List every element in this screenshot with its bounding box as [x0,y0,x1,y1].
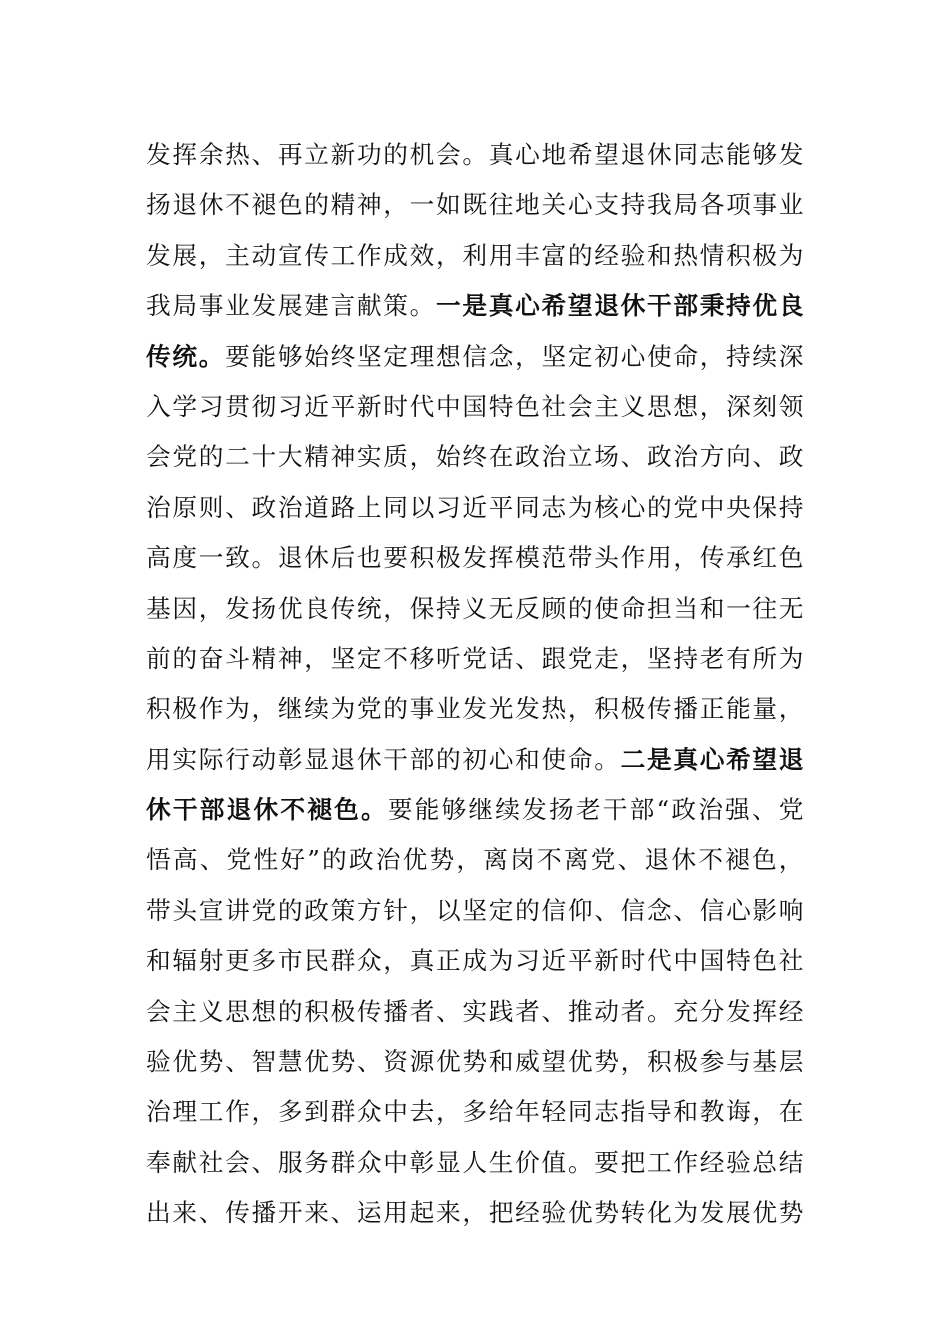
text-run: 发挥余热、再立新功的机会。真心地希望退休同志能够发 [146,140,804,169]
text-line [146,231,804,281]
text-line [146,1188,804,1238]
text-run: 基因，发扬优良传统，保持义无反顾的使命担当和一往无 [146,593,804,623]
text-line [146,684,804,734]
bold-text-run: 二是真心希望退 [620,744,804,774]
bold-text-run: 休干部退休不褪色。 [146,795,388,825]
text-line [146,1087,804,1137]
text-run: 扬退休不褪色的精神，一如既往地关心支持我局各项事业 [146,190,804,220]
text-line [146,180,804,230]
text-run: 要能够继续发扬老干部“政治强、党 [387,795,804,825]
text-run: 用实际行动彰显退休干部的初心和使命。 [146,744,621,774]
text-line [146,332,804,382]
text-run: 会主义思想的积极传播者、实践者、推动者。充分发挥经 [146,996,804,1026]
text-run: 出来、传播开来、运用起来，把经验优势转化为发展优势 [146,1198,804,1228]
text-run: 验优势、智慧优势、资源优势和威望优势，积极参与基层 [146,1047,804,1077]
text-run: 要能够始终坚定理想信念，坚定初心使命，持续深 [225,341,804,371]
text-line [146,432,804,482]
text-run: 入学习贯彻习近平新时代中国特色社会主义思想，深刻领 [146,391,804,421]
text-line [146,936,804,986]
text-line [146,785,804,835]
text-line [146,1037,804,1087]
text-line [146,483,804,533]
text-run: 积极作为，继续为党的事业发光发热，积极传播正能量， [146,694,804,724]
text-line [146,584,804,634]
text-line [146,835,804,885]
text-run: 会党的二十大精神实质，始终在政治立场、政治方向、政 [146,442,804,472]
text-run: 治原则、政治道路上同以习近平同志为核心的党中央保持 [146,492,804,522]
text-run: 发展，主动宣传工作成效，利用丰富的经验和热情积极为 [146,240,804,270]
text-run: 奉献社会、服务群众中彰显人生价值。要把工作经验总结 [146,1147,804,1177]
text-line [146,281,804,331]
text-run: 前的奋斗精神，坚定不移听党话、跟党走，坚持老有所为 [146,643,804,673]
text-line [146,130,804,180]
text-line [146,382,804,432]
text-run: 悟高、党性好”的政治优势，离岗不离党、退休不褪色， [146,845,804,875]
text-line [146,987,804,1037]
bold-text-run: 一是真心希望退休干部秉持优良 [436,291,804,321]
text-run: 带头宣讲党的政策方针，以坚定的信仰、信念、信心影响 [146,895,804,925]
bold-text-run: 传统。 [146,341,226,371]
text-line [146,634,804,684]
text-run: 和辐射更多市民群众，真正成为习近平新时代中国特色社 [146,946,804,976]
text-run: 治理工作，多到群众中去，多给年轻同志指导和教诲，在 [146,1097,804,1127]
text-line [146,1138,804,1188]
text-line [146,735,804,785]
text-line [146,533,804,583]
text-run: 高度一致。退休后也要积极发挥模范带头作用，传承红色 [146,543,804,573]
text-run: 我局事业发展建言献策。 [146,291,437,321]
text-line [146,886,804,936]
body-text [146,130,804,1239]
